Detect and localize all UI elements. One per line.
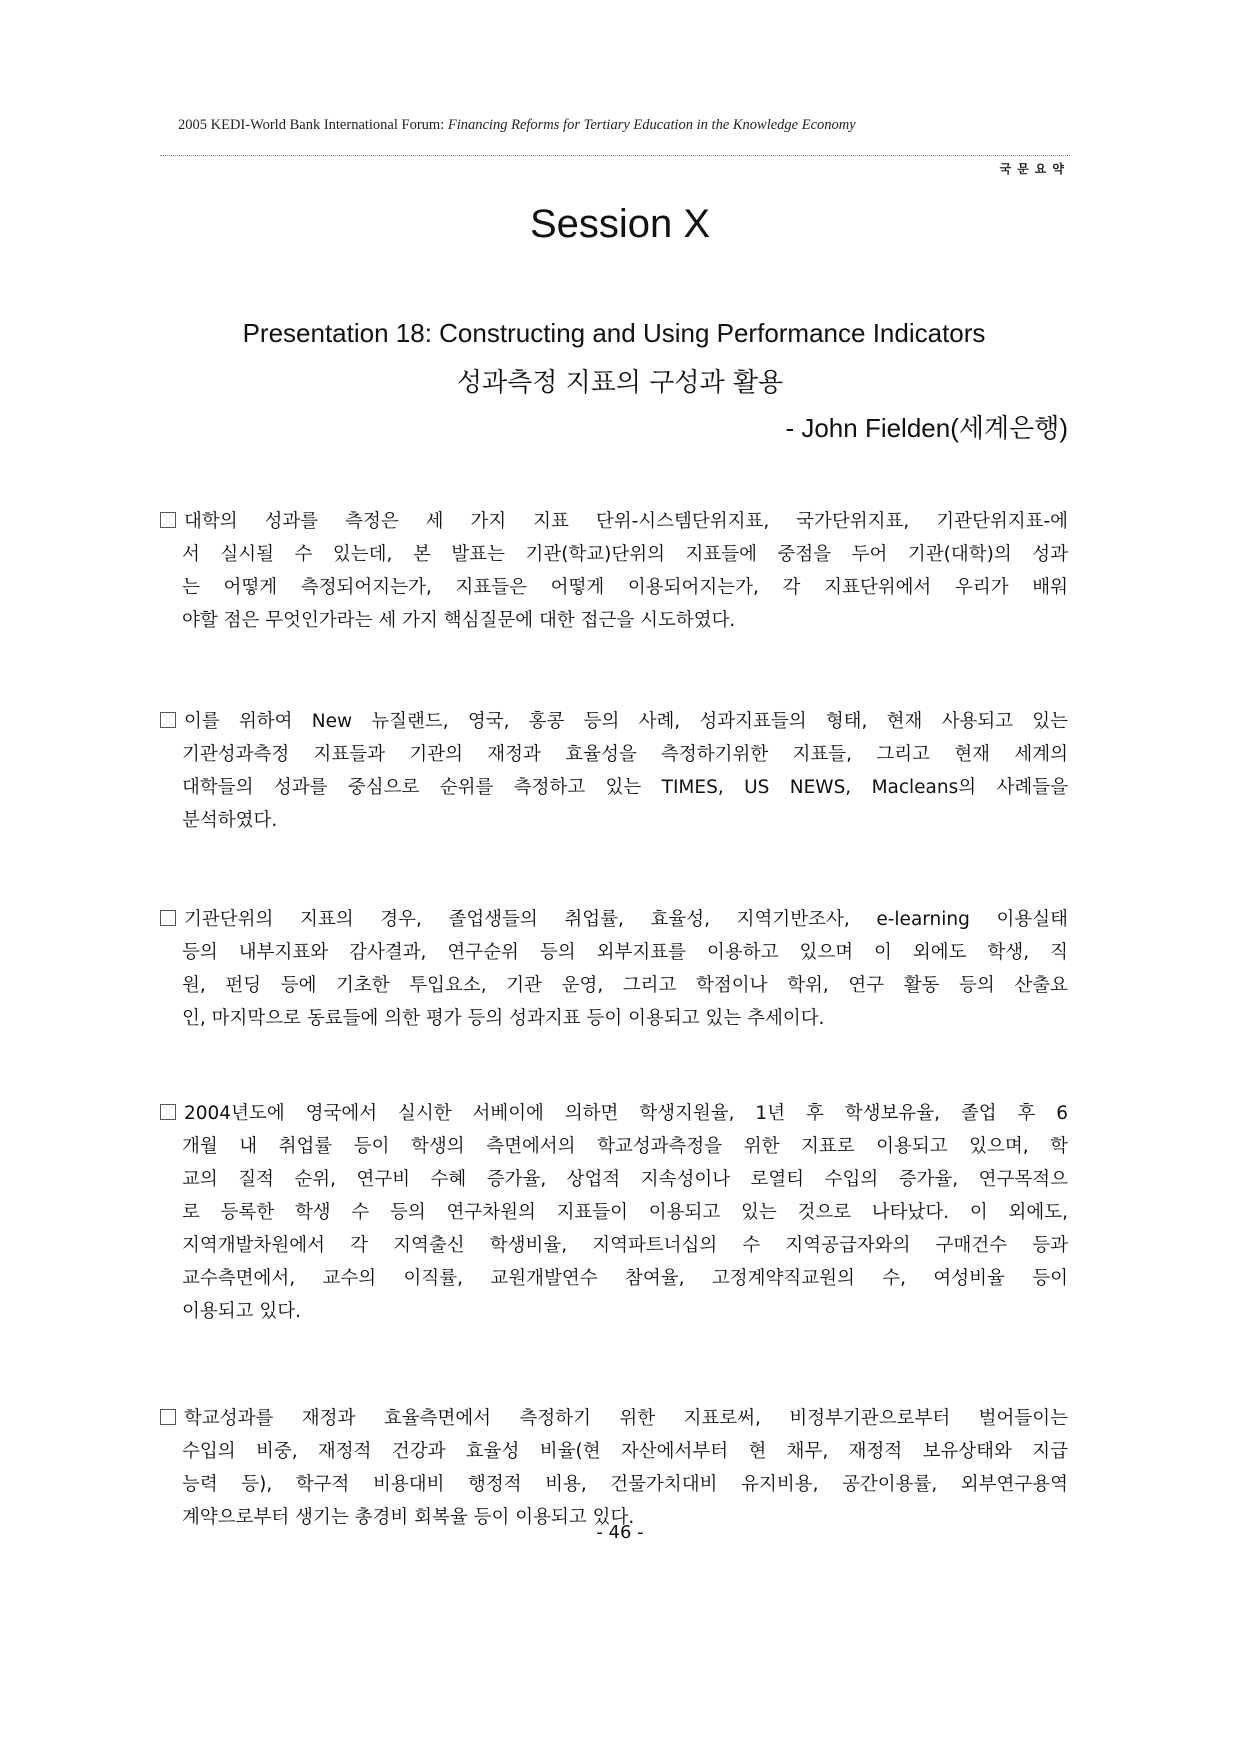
paragraph-line [160, 1468, 1068, 1501]
line-text: 개월 내 취업률 등이 학생의 측면에서의 학교성과측정을 위한 지표로 이용되고 있으며, 학 [182, 1136, 1068, 1157]
line-text: 인, 마지막으로 동료들에 의한 평가 등의 성과지표 등이 이용되고 있는 추세이다. [182, 1008, 825, 1029]
line-text: 지역개발차원에서 각 지역출신 학생비율, 지역파트너십의 수 지역공급자와의 구매건수 등과 [182, 1235, 1068, 1256]
line-text: 이용되고 있다. [182, 1301, 301, 1322]
paragraph-line [160, 1130, 1068, 1163]
paragraph-line [160, 705, 1068, 738]
section-tag: 국문요약 [999, 162, 1070, 176]
paragraph-line [160, 571, 1068, 604]
paragraph-line [160, 1163, 1068, 1196]
line-text: 서 실시될 수 있는데, 본 발표는 기관(학교)단위의 지표들에 중점을 두어 기관(대학)의 성과 [182, 544, 1068, 565]
paragraph-line [160, 1002, 1068, 1035]
running-header [178, 117, 856, 134]
paragraph [160, 705, 1068, 837]
line-text: 2004년도에 영국에서 실시한 서베이에 의하면 학생지원율, 1년 후 학생보유율, 졸업 후 6 [184, 1103, 1068, 1124]
line-text: 분석하였다. [182, 810, 278, 831]
paragraph-line [160, 969, 1068, 1002]
line-text: 교의 질적 순위, 연구비 수혜 증가율, 상업적 지속성이나 로열티 수입의 증가율, 연구목적으 [182, 1169, 1068, 1190]
paragraph-line [160, 604, 1068, 637]
header-prefix: 2005 KEDI-World Bank International Forum: [178, 117, 445, 133]
paragraph-line [160, 771, 1068, 804]
session-title: Session X [529, 202, 711, 246]
paragraph [160, 903, 1068, 1035]
line-text: 수입의 비중, 재정적 건강과 효율성 비율(현 자산에서부터 현 채무, 재정적 보유상태와 지급 [182, 1441, 1068, 1462]
line-text: 학교성과를 재정과 효율측면에서 측정하기 위한 지표로써, 비정부기관으로부터 벌어들이는 [184, 1408, 1068, 1429]
line-text: 야할 점은 무엇인가라는 세 가지 핵심질문에 대한 접근을 시도하였다. [182, 610, 736, 631]
paragraph-line [160, 1262, 1068, 1295]
author: - John Fielden(세계은행) [785, 413, 1068, 443]
paragraph-line [160, 1435, 1068, 1468]
line-text: 교수측면에서, 교수의 이직률, 교원개발연수 참여율, 고정계약직교원의 수, 여성비율 등이 [182, 1268, 1068, 1289]
paragraph-line [160, 538, 1068, 571]
line-text: 로 등록한 학생 수 등의 연구차원의 지표들이 이용되고 있는 것으로 나타났다. 이 외에도, [182, 1202, 1068, 1223]
header-italic: Financing Reforms for Tertiary Education in the Knowledge Economy [444, 117, 856, 133]
header-rule [160, 155, 1070, 156]
line-text: 이를 위하여 New 뉴질랜드, 영국, 홍콩 등의 사례, 성과지표들의 형태, 현재 사용되고 있는 [184, 711, 1068, 732]
checkbox-bullet-icon [160, 1104, 176, 1120]
paragraph-line [160, 1196, 1068, 1229]
line-text: 원, 펀딩 등에 기초한 투입요소, 기관 운영, 그리고 학점이나 학위, 연구 활동 등의 산출요 [182, 975, 1068, 996]
line-text: 등의 내부지표와 감사결과, 연구순위 등의 외부지표를 이용하고 있으며 이 외에도 학생, 직 [182, 942, 1068, 963]
paragraph-line [160, 738, 1068, 771]
line-text: 능력 등), 학구적 비용대비 행정적 비용, 건물가치대비 유지비용, 공간이용률, 외부연구용역 [182, 1474, 1068, 1495]
paragraph-line [160, 1295, 1068, 1328]
korean-title: 성과측정 지표의 구성과 활용 [456, 368, 784, 398]
line-text: 대학들의 성과를 중심으로 순위를 측정하고 있는 TIMES, US NEWS, Macleans의 사례들을 [182, 777, 1068, 798]
checkbox-bullet-icon [160, 1409, 176, 1425]
line-text: 기관단위의 지표의 경우, 졸업생들의 취업률, 효율성, 지역기반조사, e-learning 이용실태 [184, 909, 1068, 930]
presentation-title: Presentation 18: Constructing and Using Performance Indicators [242, 318, 986, 348]
paragraph-line [160, 505, 1068, 538]
checkbox-bullet-icon [160, 910, 176, 926]
line-text: 대학의 성과를 측정은 세 가지 지표 단위-시스템단위지표, 국가단위지표, 기관단위지표-에 [184, 511, 1068, 532]
checkbox-bullet-icon [160, 712, 176, 728]
paragraph [160, 1097, 1068, 1328]
paragraph [160, 1402, 1068, 1534]
paragraph-line [160, 1229, 1068, 1262]
paragraph-line [160, 804, 1068, 837]
page-number: - 46 - [596, 1522, 644, 1543]
line-text: 는 어떻게 측정되어지는가, 지표들은 어떻게 이용되어지는가, 각 지표단위에서 우리가 배워 [182, 577, 1068, 598]
paragraph-line [160, 1097, 1068, 1130]
line-text: 계약으로부터 생기는 총경비 회복율 등이 이용되고 있다. [182, 1507, 635, 1528]
paragraph-line [160, 1402, 1068, 1435]
checkbox-bullet-icon [160, 512, 176, 528]
line-text: 기관성과측정 지표들과 기관의 재정과 효율성을 측정하기위한 지표들, 그리고 현재 세계의 [182, 744, 1068, 765]
paragraph-line [160, 936, 1068, 969]
paragraph [160, 505, 1068, 637]
paragraph-line [160, 903, 1068, 936]
